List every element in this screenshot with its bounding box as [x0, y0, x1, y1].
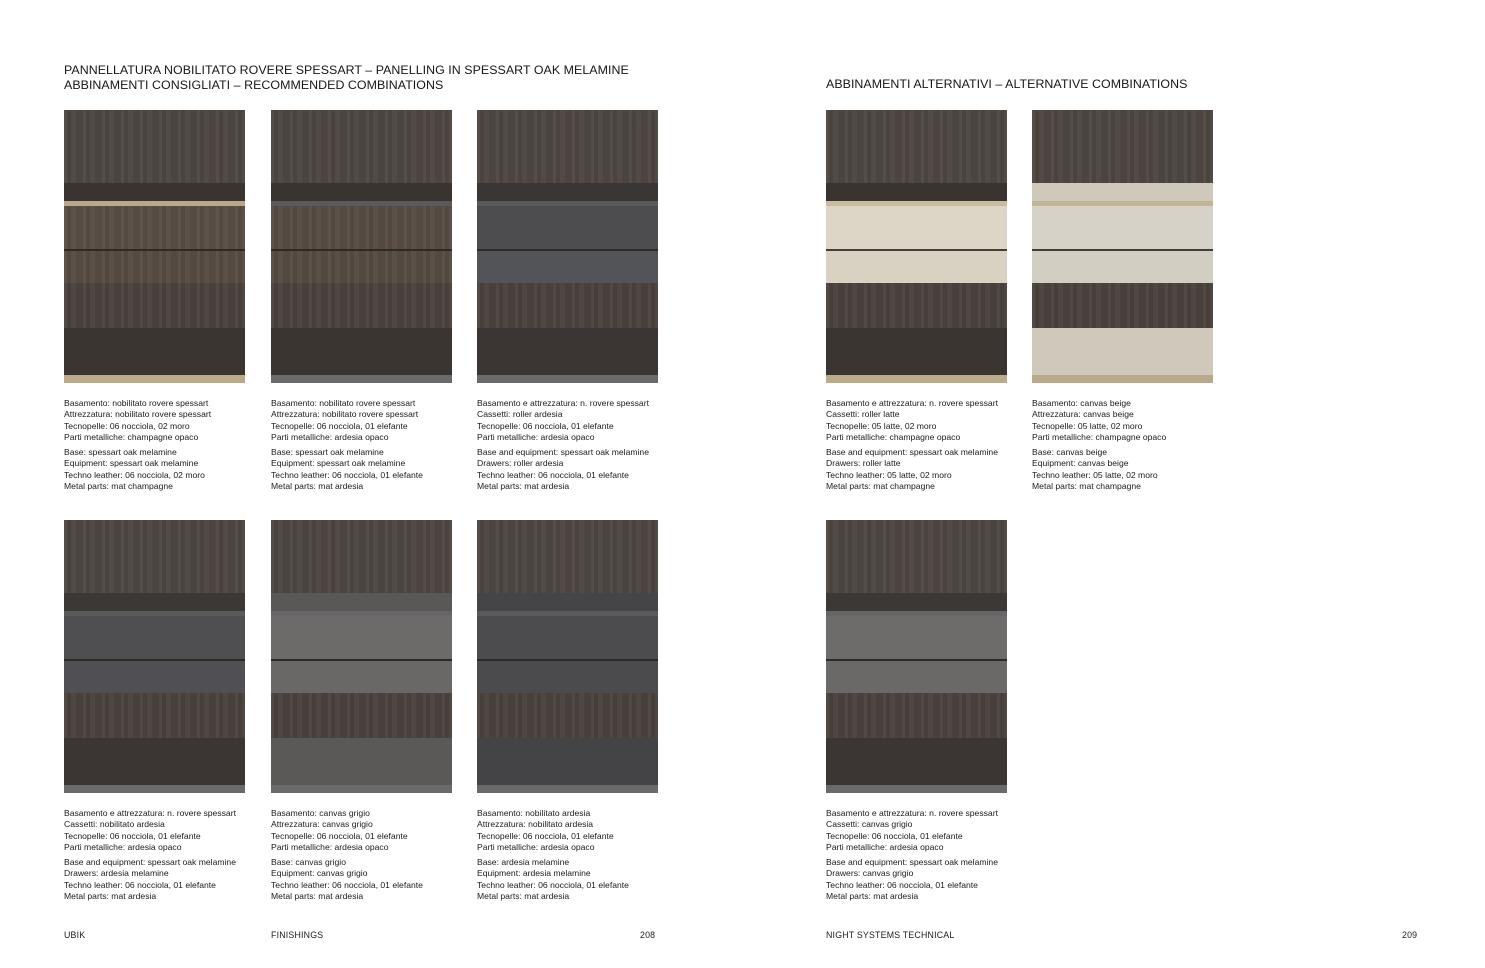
- combination-card: [1032, 110, 1213, 492]
- heading-panelling: PANNELLATURA NOBILITATO ROVERE SPESSART – PANELLING IN SPESSART OAK MELAMINE: [64, 63, 629, 77]
- finish-swatch-image: [64, 520, 245, 793]
- caption-line: Basamento: canvas beige: [1032, 398, 1131, 408]
- caption-line: Tecnopelle: 05 latte, 02 moro: [826, 420, 937, 431]
- caption-line: Basamento: nobilitato rovere spessart: [271, 398, 416, 408]
- caption-line: Techno leather: 06 nocciola, 01 elefante: [477, 469, 629, 480]
- caption-line: Basamento: nobilitato ardesia: [477, 808, 591, 818]
- caption-line: Metal parts: mat champagne: [826, 481, 935, 492]
- caption-line: Tecnopelle: 06 nocciola, 01 elefante: [271, 830, 408, 841]
- footer-brand: UBIK: [64, 930, 86, 940]
- caption-line: Base and equipment: spessart oak melamine: [826, 857, 998, 868]
- combination-caption: [826, 398, 1007, 492]
- finish-swatch-image: [477, 520, 658, 793]
- caption-line: Parti metalliche: ardesia opaco: [477, 431, 595, 442]
- combination-card: [64, 110, 245, 492]
- finish-swatch-image: [64, 110, 245, 383]
- heading-alternative: ABBINAMENTI ALTERNATIVI – ALTERNATIVE COMBINATIONS: [826, 77, 1188, 91]
- caption-line: Base and equipment: spessart oak melamine: [64, 857, 236, 868]
- caption-line: Techno leather: 06 nocciola, 02 moro: [64, 469, 205, 480]
- caption-line: Attrezzatura: nobilitato ardesia: [477, 819, 594, 830]
- caption-line: Parti metalliche: ardesia opaco: [477, 841, 595, 852]
- caption-line: Metal parts: mat ardesia: [477, 481, 570, 492]
- caption-line: Metal parts: mat ardesia: [826, 891, 919, 902]
- combination-card: [826, 520, 1007, 902]
- caption-line: Base: spessart oak melamine: [64, 447, 177, 458]
- caption-line: Base and equipment: spessart oak melamine: [826, 447, 998, 458]
- caption-line: Basamento e attrezzatura: n. rovere spessart: [477, 398, 649, 408]
- caption-line: Parti metalliche: ardesia opaco: [271, 841, 389, 852]
- caption-line: Metal parts: mat ardesia: [477, 891, 570, 902]
- finish-swatch-image: [1032, 110, 1213, 383]
- caption-line: Cassetti: roller ardesia: [477, 409, 563, 420]
- combination-caption: [477, 808, 658, 902]
- caption-line: Base and equipment: spessart oak melamine: [477, 447, 649, 458]
- caption-line: Techno leather: 05 latte, 02 moro: [1032, 469, 1158, 480]
- combination-caption: [64, 398, 245, 492]
- caption-line: Drawers: roller latte: [826, 458, 901, 469]
- caption-line: Tecnopelle: 06 nocciola, 01 elefante: [271, 420, 408, 431]
- caption-line: Tecnopelle: 06 nocciola, 01 elefante: [477, 420, 614, 431]
- caption-line: Metal parts: mat ardesia: [64, 891, 157, 902]
- caption-english: [826, 447, 1007, 492]
- caption-italian: [64, 808, 245, 853]
- caption-line: Tecnopelle: 05 latte, 02 moro: [1032, 420, 1143, 431]
- heading-recommended: ABBINAMENTI CONSIGLIATI – RECOMMENDED COMBINATIONS: [64, 77, 444, 92]
- combination-caption: [1032, 398, 1213, 492]
- caption-line: Cassetti: canvas grigio: [826, 819, 913, 830]
- caption-line: Techno leather: 06 nocciola, 01 elefante: [477, 879, 629, 890]
- caption-english: [477, 447, 658, 492]
- caption-italian: [271, 398, 452, 443]
- caption-line: Parti metalliche: champagne opaco: [1032, 431, 1167, 442]
- caption-line: Drawers: canvas grigio: [826, 868, 914, 879]
- caption-italian: [1032, 398, 1213, 443]
- finish-swatch-image: [477, 110, 658, 383]
- caption-line: Drawers: roller ardesia: [477, 458, 564, 469]
- finish-swatch-image: [826, 110, 1007, 383]
- caption-line: Equipment: spessart oak melamine: [64, 458, 199, 469]
- caption-italian: [826, 808, 1007, 853]
- caption-line: Basamento: canvas grigio: [271, 808, 370, 818]
- combination-card: [271, 520, 452, 902]
- caption-line: Attrezzatura: nobilitato rovere spessart: [271, 409, 419, 420]
- finish-swatch-image: [271, 520, 452, 793]
- caption-line: Metal parts: mat champagne: [1032, 481, 1141, 492]
- caption-italian: [64, 398, 245, 443]
- caption-line: Basamento e attrezzatura: n. rovere spessart: [64, 808, 236, 818]
- caption-line: Equipment: spessart oak melamine: [271, 458, 406, 469]
- caption-line: Techno leather: 06 nocciola, 01 elefante: [826, 879, 978, 890]
- caption-line: Tecnopelle: 06 nocciola, 01 elefante: [64, 830, 201, 841]
- caption-line: Techno leather: 06 nocciola, 01 elefante: [271, 469, 423, 480]
- footer-section: FINISHINGS: [271, 930, 324, 940]
- caption-line: Cassetti: roller latte: [826, 409, 900, 420]
- caption-english: [271, 447, 452, 492]
- combination-card: [64, 520, 245, 902]
- caption-english: [64, 857, 245, 902]
- combination-card: [271, 110, 452, 492]
- combination-card: [477, 110, 658, 492]
- combination-card: [477, 520, 658, 902]
- combination-caption: [826, 808, 1007, 902]
- page-number-right: 209: [1402, 930, 1418, 940]
- caption-english: [826, 857, 1007, 902]
- caption-line: Equipment: canvas beige: [1032, 458, 1129, 469]
- caption-line: Equipment: ardesia melamine: [477, 868, 591, 879]
- finish-swatch-image: [271, 110, 452, 383]
- combination-card: [826, 110, 1007, 492]
- caption-line: Metal parts: mat champagne: [64, 481, 173, 492]
- caption-line: Parti metalliche: champagne opaco: [64, 431, 199, 442]
- caption-line: Metal parts: mat ardesia: [271, 891, 364, 902]
- caption-line: Attrezzatura: canvas grigio: [271, 819, 373, 830]
- caption-english: [1032, 447, 1213, 492]
- caption-line: Techno leather: 06 nocciola, 01 elefante: [64, 879, 216, 890]
- caption-line: Tecnopelle: 06 nocciola, 02 moro: [64, 420, 190, 431]
- caption-line: Base: spessart oak melamine: [271, 447, 384, 458]
- caption-english: [477, 857, 658, 902]
- combination-caption: [477, 398, 658, 492]
- caption-italian: [826, 398, 1007, 443]
- caption-italian: [271, 808, 452, 853]
- caption-line: Basamento e attrezzatura: n. rovere spessart: [826, 398, 998, 408]
- caption-line: Base: ardesia melamine: [477, 857, 570, 868]
- combination-caption: [271, 808, 452, 902]
- caption-line: Parti metalliche: ardesia opaco: [826, 841, 944, 852]
- caption-line: Cassetti: nobilitato ardesia: [64, 819, 165, 830]
- caption-line: Parti metalliche: ardesia opaco: [64, 841, 182, 852]
- caption-line: Attrezzatura: canvas beige: [1032, 409, 1134, 420]
- combination-caption: [64, 808, 245, 902]
- page-number-left: 208: [640, 930, 656, 940]
- caption-line: Base: canvas beige: [1032, 447, 1108, 458]
- combination-caption: [271, 398, 452, 492]
- caption-line: Techno leather: 05 latte, 02 moro: [826, 469, 952, 480]
- caption-line: Drawers: ardesia melamine: [64, 868, 169, 879]
- caption-line: Techno leather: 06 nocciola, 01 elefante: [271, 879, 423, 890]
- caption-line: Metal parts: mat ardesia: [271, 481, 364, 492]
- caption-line: Parti metalliche: ardesia opaco: [271, 431, 389, 442]
- left-page-heading: [64, 63, 629, 92]
- caption-line: Basamento e attrezzatura: n. rovere spessart: [826, 808, 998, 818]
- footer-catalog-title: NIGHT SYSTEMS TECHNICAL: [826, 930, 955, 940]
- caption-line: Parti metalliche: champagne opaco: [826, 431, 961, 442]
- caption-italian: [477, 398, 658, 443]
- caption-line: Attrezzatura: nobilitato rovere spessart: [64, 409, 212, 420]
- caption-line: Equipment: canvas grigio: [271, 868, 368, 879]
- caption-line: Tecnopelle: 06 nocciola, 01 elefante: [477, 830, 614, 841]
- right-page-heading: [826, 77, 1187, 92]
- caption-english: [64, 447, 245, 492]
- caption-italian: [477, 808, 658, 853]
- caption-line: Tecnopelle: 06 nocciola, 01 elefante: [826, 830, 963, 841]
- caption-line: Basamento: nobilitato rovere spessart: [64, 398, 209, 408]
- caption-english: [271, 857, 452, 902]
- caption-line: Base: canvas grigio: [271, 857, 346, 868]
- finish-swatch-image: [826, 520, 1007, 793]
